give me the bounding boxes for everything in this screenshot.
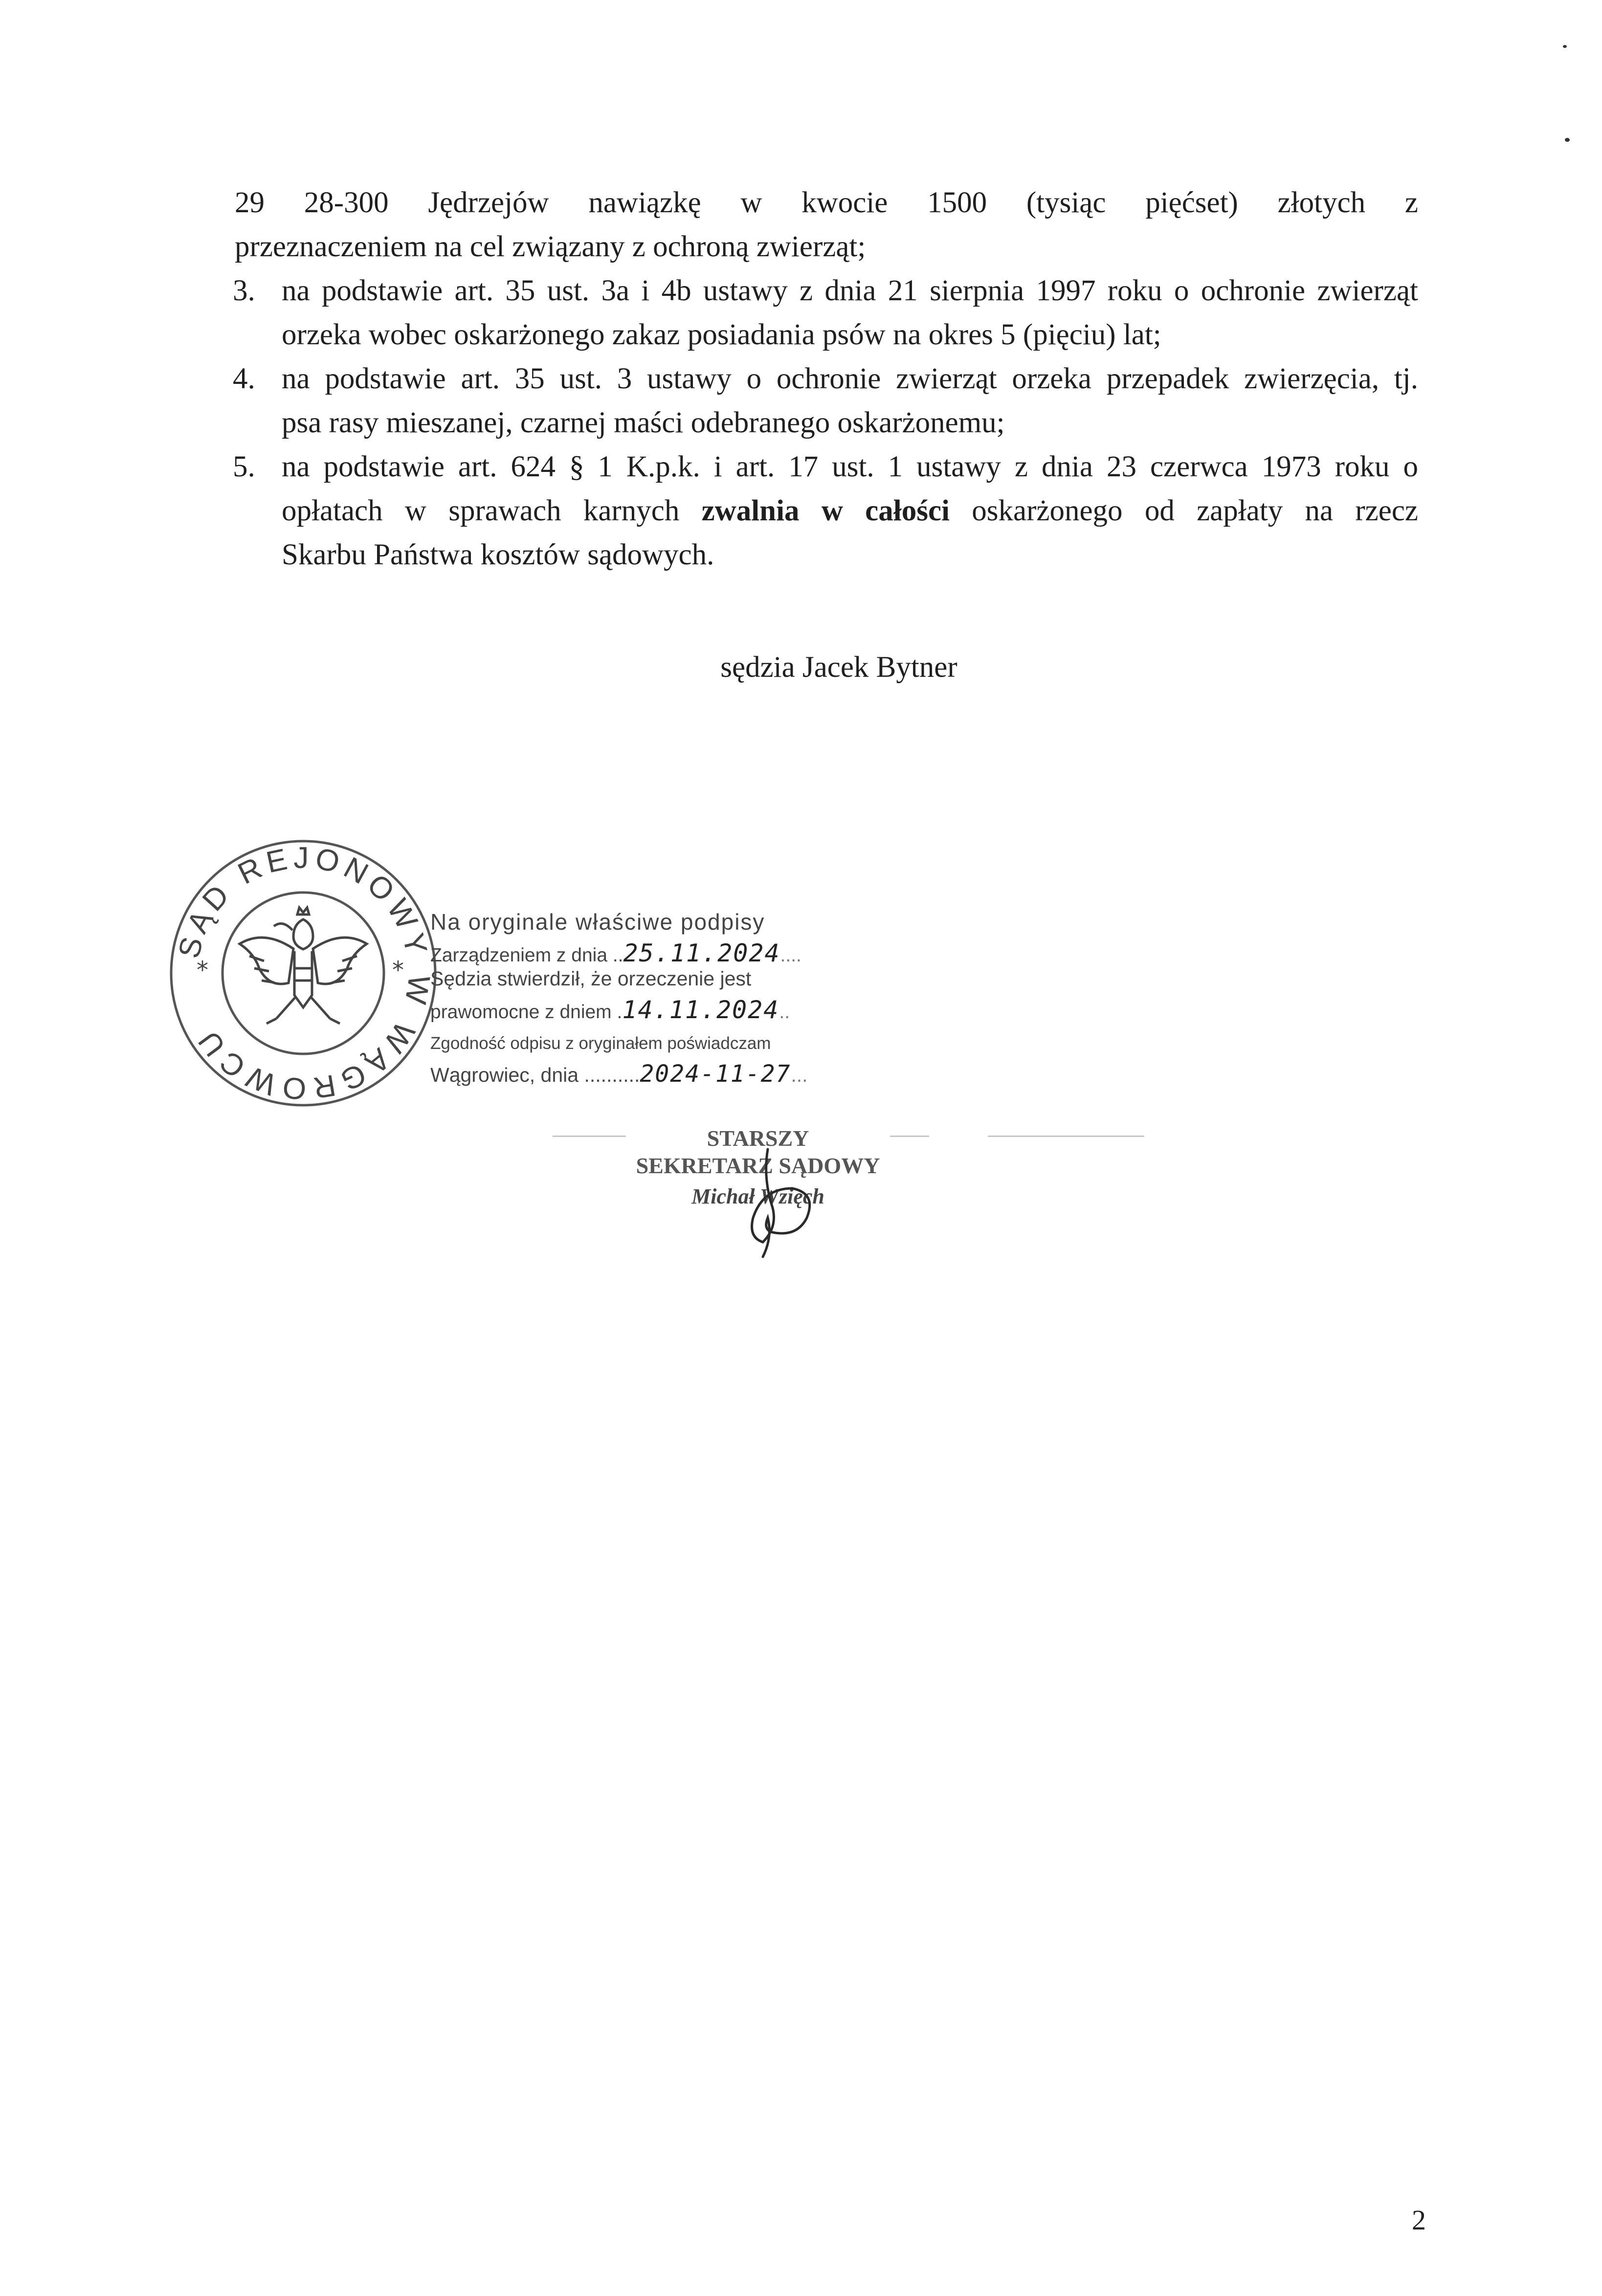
list-item-text: psa rasy mieszanej, czarnej maści odebranego oskarżonemu; (282, 406, 1005, 439)
court-seal (166, 822, 440, 1125)
stamp-label: Wągrowiec, dnia .......... (430, 1064, 640, 1086)
list-item-text (282, 489, 1418, 533)
list-item-text: Skarbu Państwa kosztów sądowych. (282, 538, 714, 571)
scan-speck (1565, 138, 1570, 142)
stamp-line-order-date: Zarządzeniem z dnia ..25.11.2024.... (430, 939, 801, 967)
handwritten-signature (714, 1139, 831, 1267)
list-number: 5. (233, 450, 255, 483)
list-item-text: orzeka wobec oskarżonego zakaz posiadania psów na okres 5 (pięciu) lat; (282, 318, 1161, 351)
list-item-text: na podstawie art. 624 § 1 K.p.k. i art. 17 ust. 1 ustawy z dnia 23 czerwca 1973 roku o (282, 450, 1418, 483)
seal-star-icon: * (197, 957, 208, 984)
list-item-4 (235, 357, 1418, 445)
eagle-emblem-icon (240, 908, 367, 1024)
list-item-text: na podstawie art. 35 ust. 3 ustawy o ochronie zwierząt orzeka przepadek zwierzęcia, tj. (282, 362, 1418, 395)
stamp-line-judge-statement: Sędzia stwierdził, że orzeczenie jest (430, 967, 752, 990)
stamp-label: Zarządzeniem z dnia .. (430, 945, 623, 966)
divider (988, 1136, 1144, 1137)
list-number: 4. (233, 362, 255, 395)
stamp-line-final-date: prawomocne z dniem .14.11.2024.. (430, 996, 790, 1024)
seal-star-icon: * (392, 957, 404, 984)
paragraph-intro-line2: przeznaczeniem na cel związany z ochroną zwierząt; (235, 230, 866, 263)
list-item-5 (235, 445, 1418, 577)
list-item-text: na podstawie art. 35 ust. 3a i 4b ustawy z dnia 21 sierpnia 1997 roku o ochronie zwierząt (282, 274, 1418, 307)
seal-ring-text: SĄD REJONOWY W WĄGROWCU (172, 841, 436, 1106)
handwritten-date: 25.11.2024 (623, 939, 780, 967)
stamp-line-certification: Zgodność odpisu z oryginałem poświadczam (430, 1034, 771, 1053)
secretary-title: STARSZY (707, 1126, 809, 1151)
bold-text-run: zwalnia w całości (701, 494, 950, 527)
handwritten-date: 14.11.2024 (622, 996, 779, 1024)
stamp-line-place-date: Wągrowiec, dnia ..........2024-11-27... (430, 1060, 808, 1088)
list-number: 3. (233, 274, 255, 307)
secretary-name: Michał Wzięch (691, 1184, 824, 1208)
stamp-label: prawomocne z dniem . (430, 1002, 623, 1023)
document-body (235, 181, 1418, 577)
secretary-role: SEKRETARZ SĄDOWY (636, 1153, 880, 1178)
judge-signature: sędzia Jacek Bytner (720, 651, 957, 684)
handwritten-date: 2024-11-27 (640, 1060, 791, 1088)
text-run: opłatach w sprawach karnych (282, 494, 702, 527)
stamp-line-signatures: Na oryginale właściwe podpisy (430, 909, 765, 935)
text-run: oskarżonego od zapłaty na rzecz (949, 494, 1418, 527)
scan-speck (1563, 45, 1567, 48)
list-item-3 (235, 269, 1418, 357)
paragraph-intro-line1: 29 28-300 Jędrzejów nawiązkę w kwocie 1500 (tysiąc pięćset) złotych z (235, 186, 1418, 219)
page-number: 2 (1412, 2204, 1426, 2236)
